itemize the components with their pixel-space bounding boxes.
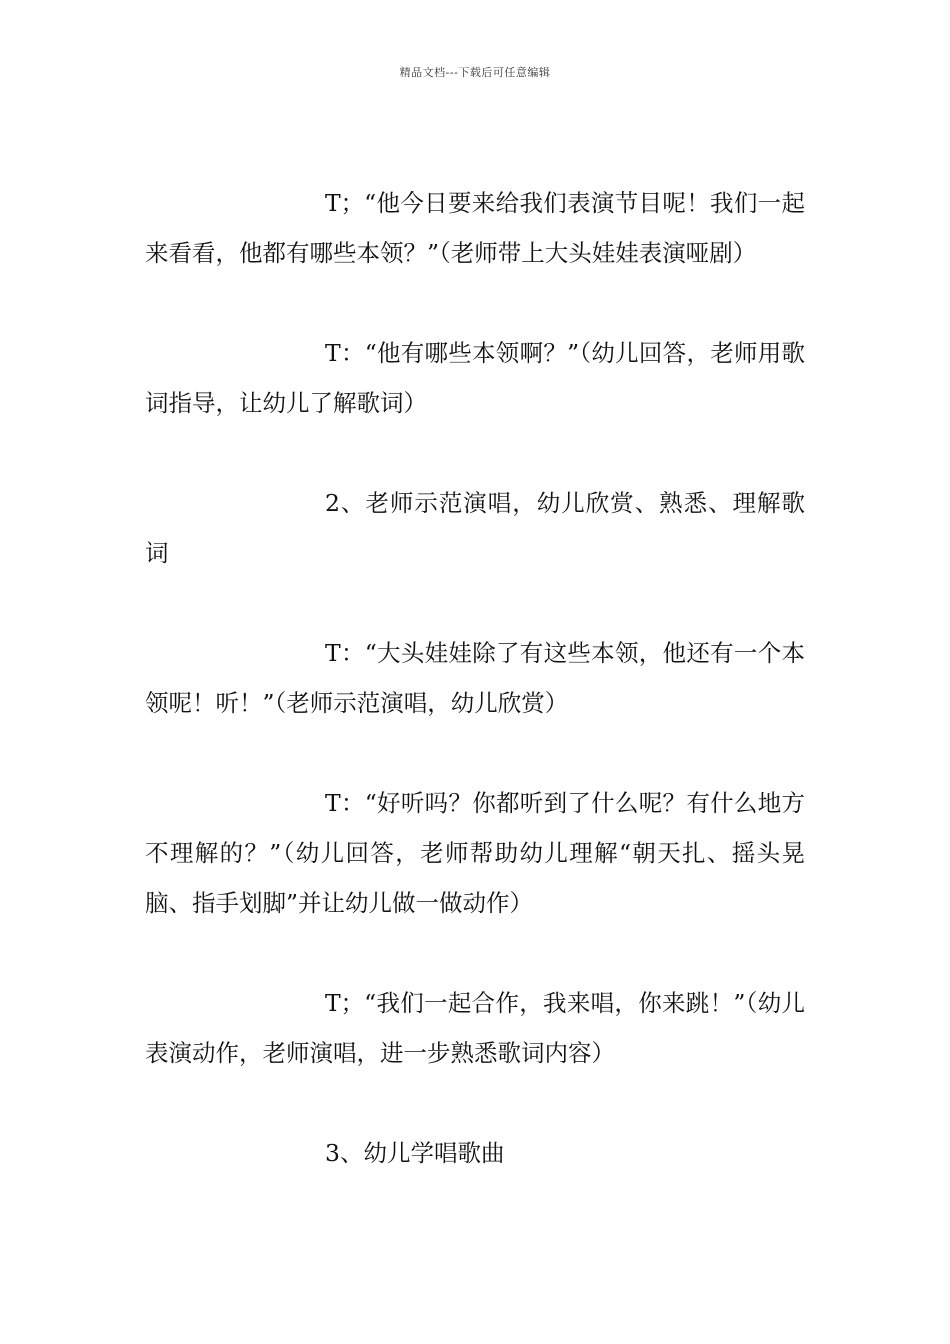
paragraph-intro-performance: T；“他今日要来给我们表演节目呢！我们一起来看看，他都有哪些本领？”（老师带上大头娃娃表演哑剧） <box>145 189 805 267</box>
paragraph-cooperation: T；“我们一起合作，我来唱，你来跳！”（幼儿表演动作，老师演唱，进一步熟悉歌词内容） <box>145 989 805 1067</box>
page-header: 精品文档---下载后可任意编辑 <box>399 66 551 79</box>
paragraph-understanding: T：“好听吗？你都听到了什么呢？有什么地方不理解的？”（幼儿回答，老师帮助幼儿理解“朝天扎、摇头晃脑、指手划脚”并让幼儿做一做动作） <box>145 789 805 917</box>
paragraph-abilities-question: T：“他有哪些本领啊？”（幼儿回答，老师用歌词指导，让幼儿了解歌词） <box>145 339 805 417</box>
paragraph-teacher-demo: T：“大头娃娃除了有这些本领，他还有一个本领呢！听！”（老师示范演唱，幼儿欣赏） <box>145 639 805 717</box>
paragraph-step-3-heading: 3、幼儿学唱歌曲 <box>325 1139 505 1167</box>
paragraph-step-2-heading: 2、老师示范演唱，幼儿欣赏、熟悉、理解歌词 <box>145 489 805 567</box>
document-body <box>145 178 805 1178</box>
